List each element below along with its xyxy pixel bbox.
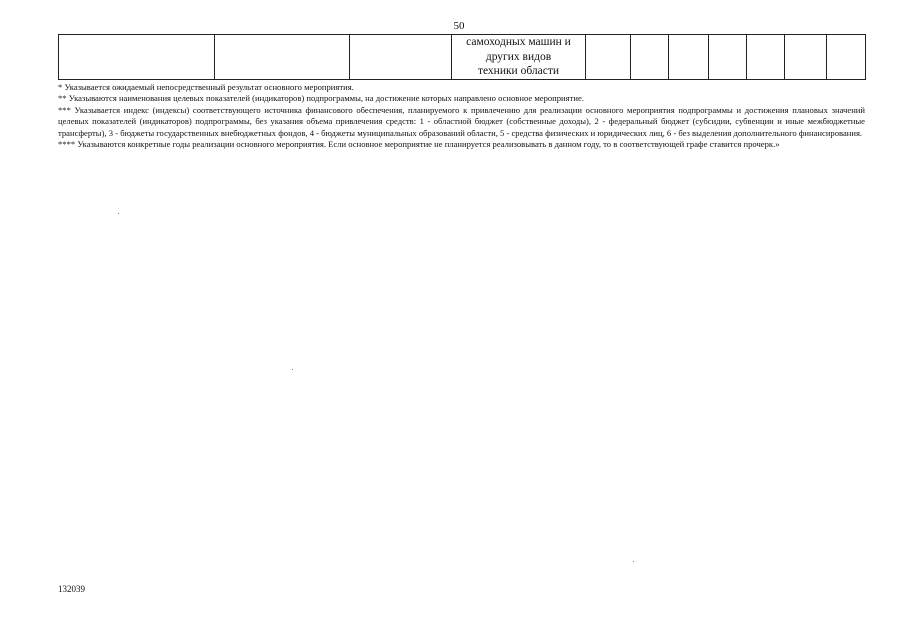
table-cell [350, 35, 452, 80]
scan-speck [292, 369, 293, 370]
footnotes [58, 82, 865, 150]
table-cell [785, 35, 827, 80]
cell-text-line: самоходных машин и [466, 36, 571, 49]
footnote-1: * Указывается ожидаемый непосредственный результат основного мероприятия. [58, 82, 354, 92]
table-cell-description [452, 35, 586, 80]
table-cell [747, 35, 785, 80]
footnote-4: **** Указываются конкретные годы реализации основного мероприятия. Если основное мероприятие не планируется реализовывать в данном году, то в соответствующей графе ставится прочерк.» [58, 139, 780, 150]
table-cell [827, 35, 866, 80]
table-cell [215, 35, 350, 80]
table-cell [709, 35, 747, 80]
table-cell [669, 35, 709, 80]
table-row [59, 35, 866, 80]
table-cell [586, 35, 631, 80]
table-cell [59, 35, 215, 80]
cell-text-line: техники области [477, 65, 560, 78]
page-number: 50 [453, 20, 465, 32]
cell-text-line: других видов [485, 50, 552, 63]
document-stamp-code: 132039 [58, 584, 85, 594]
scan-speck [118, 213, 119, 214]
scan-speck [633, 561, 634, 562]
footnote-3: *** Указывается индекс (индексы) соответствующего источника финансового обеспечения, планируемого к привлечению для реализации основного мероприятия подпрограммы и достижения плановых значений целевых показателей (индикаторов) подпрограммы, без указания объема привлечения средств: 1 - областной бюджет (собственные доходы), 2 - федеральный бюджет (субсидии, субвенции и иные межбюджетные трансферты), 3 - бюджеты государственных внебюджетных фондов, 4 - бюджеты муниципальных образований области, 5 - средства физических и юридических лиц, 6 - без выделения дополнительного финансирования. [58, 104, 865, 138]
continuation-table [58, 34, 866, 80]
table-cell [631, 35, 669, 80]
footnote-2: ** Указываются наименования целевых показателей (индикаторов) подпрограммы, на достижение которых направлено основное мероприятие. [58, 93, 584, 104]
